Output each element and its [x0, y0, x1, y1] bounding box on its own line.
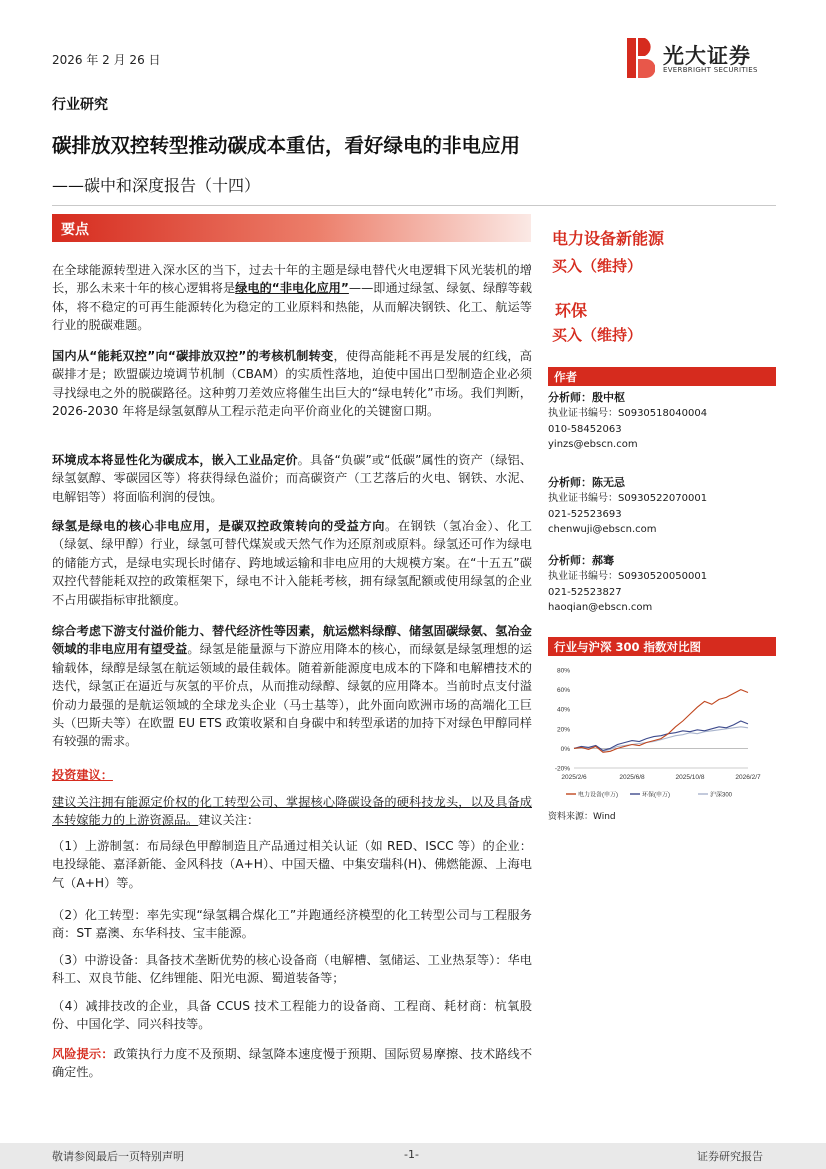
- index-comparison-chart: [548, 664, 776, 804]
- report-type: 行业研究: [52, 97, 108, 113]
- invest-intro-underlined: 建议关注拥有能源定价权的化工转型公司、掌握核心降碳设备的硬科技龙头，以及具备成本转嫁能力的上游资源品。: [52, 795, 532, 828]
- p2-bold: 国内从“能耗双控”向“碳排放双控”的考核机制转变: [52, 349, 334, 363]
- footer-page-number: -1-: [404, 1148, 419, 1161]
- y-tick-label: 40%: [556, 706, 570, 714]
- author-3-name: 分析师：郝骞: [548, 554, 614, 567]
- p5-text: 。绿氢是能量源与下游应用降本的核心，而绿氨是绿氢理想的运输载体，绿醇是绿氢在航运领域的最佳载体。随着新能源度电成本的下降和电解槽技术的迭代，绿氢正在逼近与灰氢的平价点，从而推动绿醇、绿氨的应用降本。当前时点支付溢价动力最强的是航运领域的全球龙头企业（马士基等），此外面向欧洲市场的高端化工巨头（巴斯夫等）在欧盟 EU ETS 政策收紧和自身碳中和转型承诺的加持下对绿色甲醇同样有较强的需求。: [52, 642, 533, 749]
- author-3-phone: 021-52523827: [548, 586, 622, 598]
- paragraph-4: [52, 517, 532, 609]
- paragraph-1: [52, 261, 532, 335]
- author-1-name: 分析师：殷中枢: [548, 391, 625, 404]
- chart-container: [548, 664, 776, 808]
- author-3: [548, 553, 707, 616]
- risk-label: 风险提示：: [52, 1047, 114, 1061]
- legend-label: 电力设备(申万): [578, 792, 618, 799]
- series-line: [574, 690, 748, 753]
- author-1-phone: 010-58452063: [548, 423, 622, 435]
- author-1-email[interactable]: yinzs@ebscn.com: [548, 439, 638, 451]
- authors-label: 作者: [554, 370, 577, 384]
- y-tick-label: -20%: [554, 765, 570, 773]
- chart-source: 资料来源：Wind: [548, 812, 616, 822]
- rating-sector-1: 电力设备新能源: [552, 229, 665, 248]
- p4-bold: 绿氢是绿电的核心非电应用，是碳双控政策转向的受益方向: [52, 519, 386, 533]
- invest-intro-tail: 建议关注：: [198, 813, 260, 828]
- invest-item-4: （4）减排技改的企业，具备 CCUS 技术工程能力的设备商、工程商、耗材商：杭氧股份、中国化学、同兴科技等。: [52, 999, 532, 1032]
- author-3-cert: 执业证书编号：S0930520050001: [548, 570, 708, 582]
- invest-label: [52, 766, 532, 784]
- series-line: [574, 721, 748, 750]
- author-2-email[interactable]: chenwuji@ebscn.com: [548, 524, 657, 536]
- y-tick-label: 20%: [556, 726, 570, 734]
- p2-text: ，使得高能耗不再是发展的红线，高碳排才是；欧盟碳边境调节机制（CBAM）的实质性落地，迫使中国出口型制造企业必须寻找绿电之外的脱碳路径。这种剪刀差效应将催生出巨大的“绿电转化”市场。我们判断，2026-2030 年将是绿氢氨醇从工程示范走向平价商业化的关键窗口期。: [52, 349, 532, 419]
- chart-header-label: 行业与沪深 300 指数对比图: [554, 640, 702, 654]
- footer-report-type: 证券研究报告: [697, 1150, 763, 1163]
- title-divider: [52, 205, 776, 206]
- logo-text-cn: 光大证券: [663, 44, 751, 68]
- author-2-phone: 021-52523693: [548, 508, 622, 520]
- x-tick-label: 2025/10/8: [675, 774, 705, 781]
- logo: [627, 38, 777, 82]
- author-1-cert: 执业证书编号：S0930518040004: [548, 407, 708, 419]
- author-2-name: 分析师：陈无忌: [548, 476, 625, 489]
- y-tick-label: 80%: [556, 667, 570, 675]
- report-subtitle: ——碳中和深度报告（十四）: [52, 176, 261, 195]
- y-tick-label: 0%: [560, 745, 570, 753]
- report-title: 碳排放双控转型推动碳成本重估，看好绿电的非电应用: [52, 134, 521, 157]
- invest-item-1: （1）上游制氢：布局绿色甲醇制造且产品通过相关认证（如 RED、ISCC 等）的企业：电投绿能、嘉泽新能、金风科技（A+H）、中国天楹、中集安瑞科(H)、佛燃能源、上海电气（A+H）等。: [52, 839, 532, 890]
- risk-text: 政策执行力度不及预期、绿氢降本速度慢于预期、国际贸易摩擦、技术路线不确定性。: [52, 1047, 533, 1080]
- legend-label: 环保(申万): [642, 792, 670, 799]
- x-tick-label: 2026/2/7: [735, 774, 761, 781]
- chart-header: [548, 637, 776, 656]
- rating-value-1: 买入（维持）: [552, 257, 643, 275]
- author-2-cert: 执业证书编号：S0930522070001: [548, 492, 708, 504]
- report-date: 2026 年 2 月 26 日: [52, 53, 161, 67]
- footer-disclaimer: 敬请参阅最后一页特别声明: [52, 1150, 184, 1163]
- invest-item-3: （3）中游设备：具备技术垄断优势的核心设备商（电解槽、氢储运、工业热泵等）：华电科工、双良节能、亿纬锂能、阳光电源、蜀道装备等；: [52, 953, 532, 986]
- rating-sector-2: 环保: [555, 301, 588, 320]
- p1-text-a: 在全球能源转型进入深水区的当下，过去十年的主题是绿电替代火电逻辑下风光装机的增长，那么未来十年的核心逻辑将是: [52, 263, 532, 296]
- y-tick-label: 60%: [556, 687, 570, 695]
- author-3-email[interactable]: haoqian@ebscn.com: [548, 602, 653, 614]
- everbright-logo-icon: [627, 38, 655, 78]
- p1-highlight: 绿电的“非电化应用”: [235, 281, 349, 296]
- x-tick-label: 2025/6/8: [619, 774, 645, 781]
- x-tick-label: 2025/2/6: [561, 774, 587, 781]
- invest-label-text: 投资建议：: [52, 768, 113, 782]
- logo-text-en: EVERBRIGHT SECURITIES: [663, 66, 758, 74]
- key-points-label: 要点: [61, 222, 89, 238]
- author-2: [548, 475, 707, 538]
- rating-value-2: 买入（维持）: [552, 326, 643, 344]
- p5-bold: 综合考虑下游支付溢价能力、替代经济性等因素，航运燃料绿醇、储氢固碳绿氨、氢冶金领域的非电应用有望受益: [52, 624, 532, 657]
- paragraph-3: [52, 451, 532, 506]
- p3-text: 。具备“负碳”或“低碳”属性的资产（绿铝、绿氢氨醇、零碳园区等）将获得绿色溢价；而高碳资产（工艺落后的火电、钢铁、水泥、电解铝等）将面临利润的侵蚀。: [52, 453, 532, 504]
- p3-bold: 环境成本将显性化为碳成本，嵌入工业品定价: [52, 453, 298, 467]
- author-1: [548, 390, 707, 453]
- paragraph-5: [52, 622, 532, 751]
- p1-text-c: ——即通过绿氢、绿氨、绿醇等载体，将不稳定的可再生能源转化为稳定的工业原料和热能，从而解决钢铁、化工、航运等行业的脱碳难题。: [52, 281, 532, 333]
- invest-intro: [52, 793, 532, 830]
- paragraph-2: [52, 347, 532, 421]
- legend-label: 沪深300: [710, 792, 733, 799]
- key-points-header: [52, 214, 531, 242]
- risk-warning: [52, 1045, 532, 1082]
- invest-item-2: （2）化工转型：率先实现“绿氢耦合煤化工”并跑通经济模型的化工转型公司与工程服务商：ST 嘉澳、东华科技、宝丰能源。: [52, 908, 532, 941]
- authors-header: [548, 367, 776, 386]
- p4-text: 。在钢铁（氢冶金）、化工（绿氨、绿甲醇）行业，绿氢可替代煤炭或天然气作为还原剂或原料。绿氢还可作为绿电的储能方式，是绿电实现长时储存、跨地域运输和非电应用的大规模方案。在“十五五”碳双控代替能耗双控的政策框架下，绿电不计入能耗考核，拥有绿氢配额或使用绿氢的企业不占用碳指标审批额度。: [52, 519, 532, 607]
